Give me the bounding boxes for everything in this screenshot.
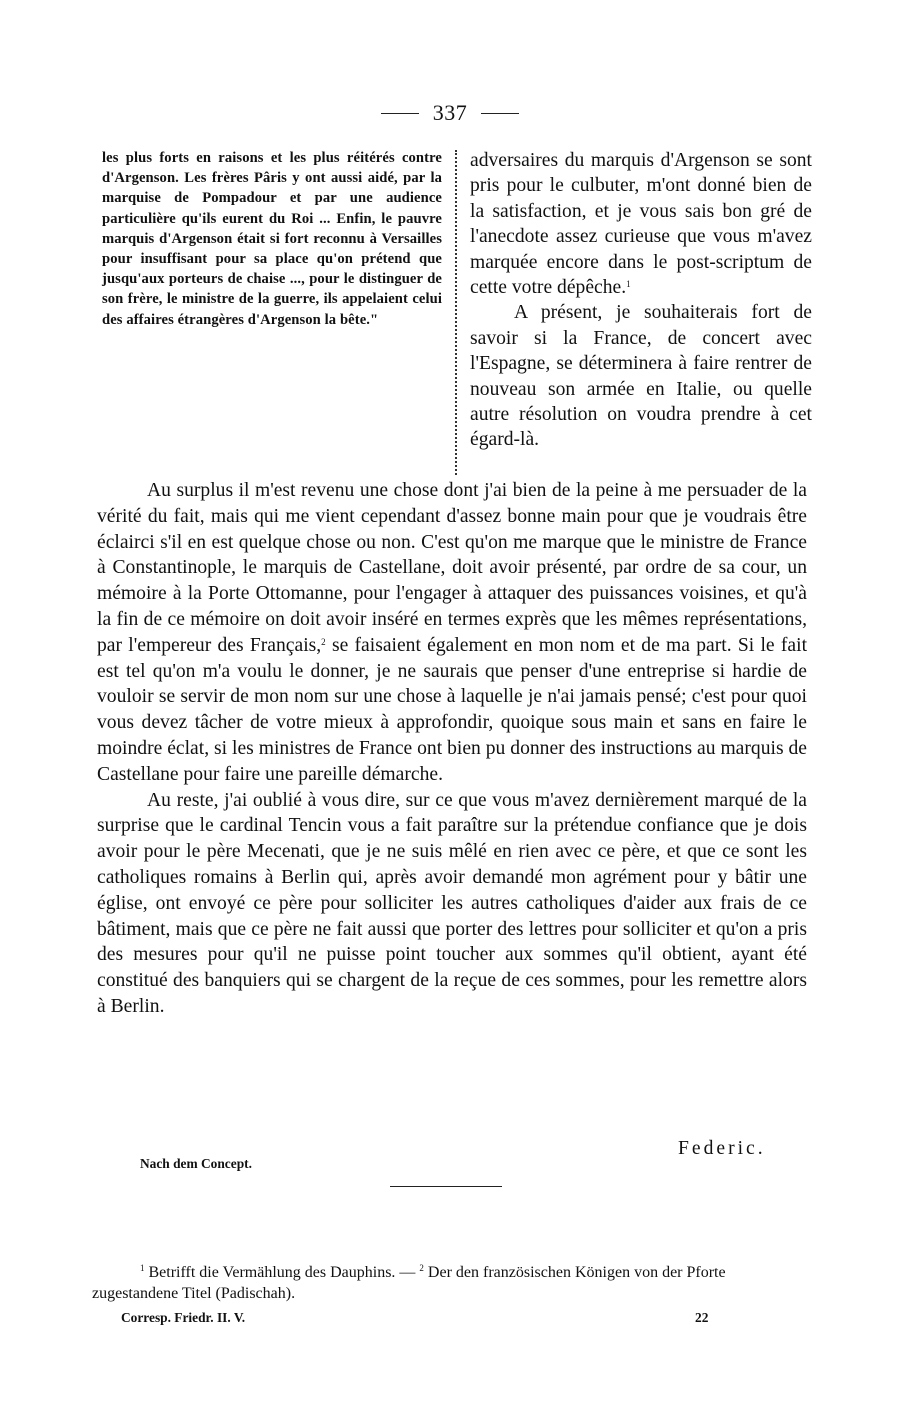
footnote-text — [92, 1262, 804, 1304]
footer-sheet-number: 22 — [695, 1310, 709, 1325]
letter-column — [470, 148, 812, 453]
page-footer — [121, 1310, 721, 1326]
footnote-separator — [390, 1186, 502, 1187]
letter-paragraph-1-text: adversaires du marquis d'Argenson se sont pris pour le culbuter, m'ont donné bien de la satisfaction, et je vous sais bon gré de l'anecdote assez curieuse que vous m'avez marquée encore dans le post-scriptum de cette votre dépêche. — [470, 150, 812, 299]
footnote-ref-2: 2 — [321, 636, 326, 647]
column-divider — [455, 150, 457, 475]
source-note: Nach dem Concept. — [140, 1156, 252, 1171]
footer-signature-mark: Corresp. Friedr. II. V. — [121, 1310, 246, 1325]
body-paragraph-1 — [97, 478, 807, 788]
header-rule-right — [481, 113, 519, 114]
footnote-mark-2: 2 — [419, 1263, 424, 1273]
letter-paragraph-1 — [470, 148, 812, 300]
footnote-ref-1: 1 — [626, 279, 631, 290]
header-rule-left — [381, 113, 419, 114]
footnote-mark-1: 1 — [140, 1263, 145, 1273]
letter-paragraph-2: A présent, je souhaiterais fort de savoir si la France, de concert avec l'Espagne, se déterminera à faire rentrer de nouveau son armée en Italie, ou quelle autre résolution on voudra prendre à cet égard-là. — [470, 302, 812, 451]
signature: Federic. — [678, 1138, 766, 1159]
body-paragraph-1-part-a: Au surplus il m'est revenu une chose dont j'ai bien de la peine à me persuader de la vérité du fait, mais qui me vient cependant d'assez bonne main pour que je voudrais être éclairci s'il en est quelque chose ou non. C'est qu'on me marque que le ministre de France à Constantinople, le marquis de Castellane, doit avoir présenté, par ordre de sa cour, un mémoire à la Porte Ottomanne, pour l'engager à attaquer des puissances voisines, et qu'à la fin de ce mémoire on doit avoir inséré en termes exprès que les mêmes représentations, par l'empereur des Français, — [97, 480, 807, 656]
footnote-1-text: Betrifft die Vermählung des Dauphins. — — [144, 1264, 420, 1281]
body-paragraph-2: Au reste, j'ai oublié à vous dire, sur ce que vous m'avez dernièrement marqué de la surprise que le cardinal Tencin vous a fait paraître sur la prétendue confiance que je dois avoir pour le père Mecenati, que je ne suis mêlé en rien avec ce père, et que ce sont les catholiques romains à Berlin qui, après avoir demandé mon agrément pour y bâtir une église, ont envoyé ce père pour solliciter les autres catholiques d'aider aux frais de ce bâtiment, mais que ce père ne fait aussi que porter des lettres pour solliciter et qu'on a pris des mesures pour qu'il ne puisse point toucher aux sommes qu'il obtient, ayant été constitué des banquiers qui se chargent de la reçue de ces sommes, pour les remettre alors à Berlin. — [97, 789, 807, 1017]
quoted-note-column — [102, 148, 442, 330]
two-column-section — [102, 148, 812, 478]
page-header — [0, 100, 900, 126]
footnote-2-text: Der den französischen Königen von der Pforte zugestandene Titel (Padischah). — [92, 1264, 726, 1302]
quoted-note-text: les plus forts en raisons et les plus réitérés contre d'Argenson. Les frères Pâris y ont aussi aidé, par la marquise de Pompadour et par une audience particulière qu'ils eurent du Roi ... Enfin, le pauvre marquis d'Argenson était si fort reconnu à Versailles pour insuffisant pour sa place qu'on prétend que jusqu'aux porteurs de chaise ..., pour le distinguer de son frère, le ministre de la guerre, ils appelaient celui des affaires étrangères d'Argenson la bête." — [102, 150, 442, 328]
footnotes — [92, 1262, 804, 1304]
main-text — [97, 478, 807, 1020]
page-number: 337 — [432, 100, 468, 125]
body-paragraph-1-part-b: se faisaient également en mon nom et de ma part. Si le fait est tel qu'on m'a voulu le donner, je ne saurais que penser d'une entreprise si hardie de vouloir se servir de mon nom sur une chose à laquelle je n'ai jamais pensé; c'est pour quoi vous devez tâcher de votre mieux à approfondir, quoique sous main et sans en faire le moindre éclat, si les ministres de France ont bien pu donner des instructions au marquis de Castellane pour faire une pareille démarche. — [97, 634, 808, 785]
